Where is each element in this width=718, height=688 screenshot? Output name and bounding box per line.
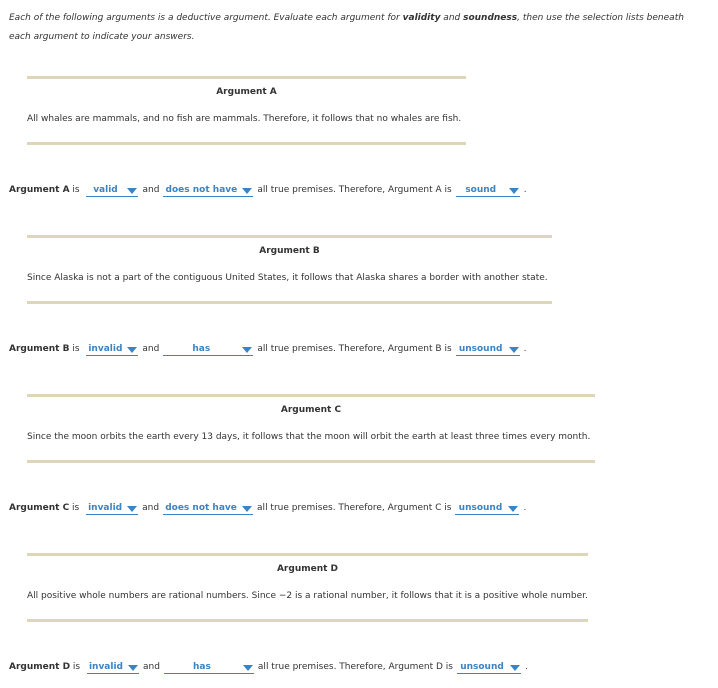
instructions-part1: Each of the following arguments is a deductive argument. Evaluate each argument for <box>9 13 403 23</box>
caret-down-icon <box>127 506 137 512</box>
argument-d-soundness-select[interactable] <box>457 661 521 674</box>
argument-d-mid: all true premises. Therefore, Argument D is <box>257 662 453 672</box>
argument-c-soundness-select[interactable] <box>455 502 519 515</box>
argument-b-soundness-value: unsound <box>458 344 503 354</box>
caret-down-icon <box>509 188 519 194</box>
argument-a-answer <box>9 184 527 197</box>
argument-b-premises-value: has <box>192 344 211 354</box>
argument-c-answer-label: Argument C <box>9 503 70 513</box>
argument-c-text: Since the moon orbits the earth every 13 days, it follows that the moon will orbit the earth at least three times every month. <box>27 432 591 442</box>
argument-c-premises-select[interactable] <box>163 502 253 515</box>
argument-c-box <box>27 394 595 464</box>
argument-d-validity-select[interactable] <box>87 661 139 674</box>
argument-c-is: is <box>69 503 83 513</box>
argument-a-top-rule <box>27 76 466 79</box>
caret-down-icon <box>128 665 138 671</box>
argument-c-soundness-value: unsound <box>458 503 503 513</box>
argument-b-bottom-rule <box>27 301 552 304</box>
argument-d-text: All positive whole numbers are rational numbers. Since −2 is a rational number, it follows that it is a positive whole number. <box>27 591 588 601</box>
caret-down-icon <box>508 506 518 512</box>
argument-a-text: All whales are mammals, and no fish are mammals. Therefore, it follows that no whales are fish. <box>27 114 462 124</box>
argument-c-validity-select[interactable] <box>86 502 138 515</box>
argument-b-title: Argument B <box>259 246 320 256</box>
argument-b-soundness-select[interactable] <box>456 343 520 356</box>
argument-b-text: Since Alaska is not a part of the contiguous United States, it follows that Alaska shares a border with another state. <box>27 273 548 283</box>
argument-c-title: Argument C <box>280 405 342 415</box>
argument-d-end: . <box>525 662 528 672</box>
argument-c-top-rule <box>27 394 595 397</box>
argument-a-box <box>27 76 466 146</box>
argument-a-end: . <box>523 185 527 195</box>
argument-c-premises-value: does not have <box>165 503 237 513</box>
argument-d-box <box>27 553 588 623</box>
argument-d-and: and <box>142 662 160 672</box>
argument-b-is: is <box>69 344 83 354</box>
argument-a-and: and <box>142 185 160 195</box>
argument-a-validity-value: valid <box>93 185 118 195</box>
argument-c-validity-value: invalid <box>88 503 123 513</box>
argument-b-premises-select[interactable] <box>163 343 253 356</box>
argument-c-bottom-rule <box>27 460 595 463</box>
argument-b-top-rule <box>27 235 552 238</box>
argument-c-and: and <box>142 503 160 513</box>
caret-down-icon <box>509 347 519 353</box>
argument-c-answer <box>9 502 526 515</box>
argument-a-soundness-select[interactable] <box>456 184 520 197</box>
instructions <box>9 9 699 47</box>
argument-a-answer-label: Argument A <box>9 185 70 195</box>
instructions-validity: validity <box>402 13 441 23</box>
argument-b-box <box>27 235 552 305</box>
argument-b-validity-value: invalid <box>88 344 123 354</box>
argument-d-answer-label: Argument D <box>9 662 71 672</box>
argument-d-premises-value: has <box>193 662 211 672</box>
caret-down-icon <box>242 506 252 512</box>
argument-b-end: . <box>523 344 527 354</box>
caret-down-icon <box>242 188 252 194</box>
argument-a-bottom-rule <box>27 142 466 145</box>
argument-b-answer-label: Argument B <box>9 344 70 354</box>
argument-a-is: is <box>69 185 83 195</box>
argument-d-top-rule <box>27 553 588 556</box>
instructions-part2: , then use the selection lists beneath each argument to indicate your answers. <box>9 13 684 42</box>
argument-b-mid: all true premises. Therefore, Argument B is <box>257 344 452 354</box>
caret-down-icon <box>127 188 137 194</box>
argument-a-title: Argument A <box>216 87 277 97</box>
argument-d-title: Argument D <box>276 564 339 574</box>
caret-down-icon <box>127 347 137 353</box>
argument-b-validity-select[interactable] <box>86 343 138 356</box>
argument-b-answer <box>9 343 527 356</box>
argument-d-is: is <box>70 662 83 672</box>
instructions-soundness: soundness <box>463 13 518 23</box>
argument-d-bottom-rule <box>27 619 588 622</box>
instructions-and: and <box>440 13 464 23</box>
argument-d-soundness-value: unsound <box>460 662 504 672</box>
argument-c-mid: all true premises. Therefore, Argument C is <box>257 503 452 513</box>
argument-b-and: and <box>142 344 160 354</box>
argument-a-premises-value: does not have <box>165 185 238 195</box>
argument-a-mid: all true premises. Therefore, Argument A is <box>257 185 452 195</box>
caret-down-icon <box>242 347 252 353</box>
caret-down-icon <box>510 665 520 671</box>
argument-a-soundness-value: sound <box>465 185 497 195</box>
argument-d-premises-select[interactable] <box>164 661 254 674</box>
caret-down-icon <box>243 665 253 671</box>
argument-d-validity-value: invalid <box>88 662 123 672</box>
argument-d-answer <box>9 661 528 674</box>
argument-c-end: . <box>523 503 527 513</box>
argument-a-validity-select[interactable] <box>86 184 138 197</box>
argument-a-premises-select[interactable] <box>163 184 253 197</box>
